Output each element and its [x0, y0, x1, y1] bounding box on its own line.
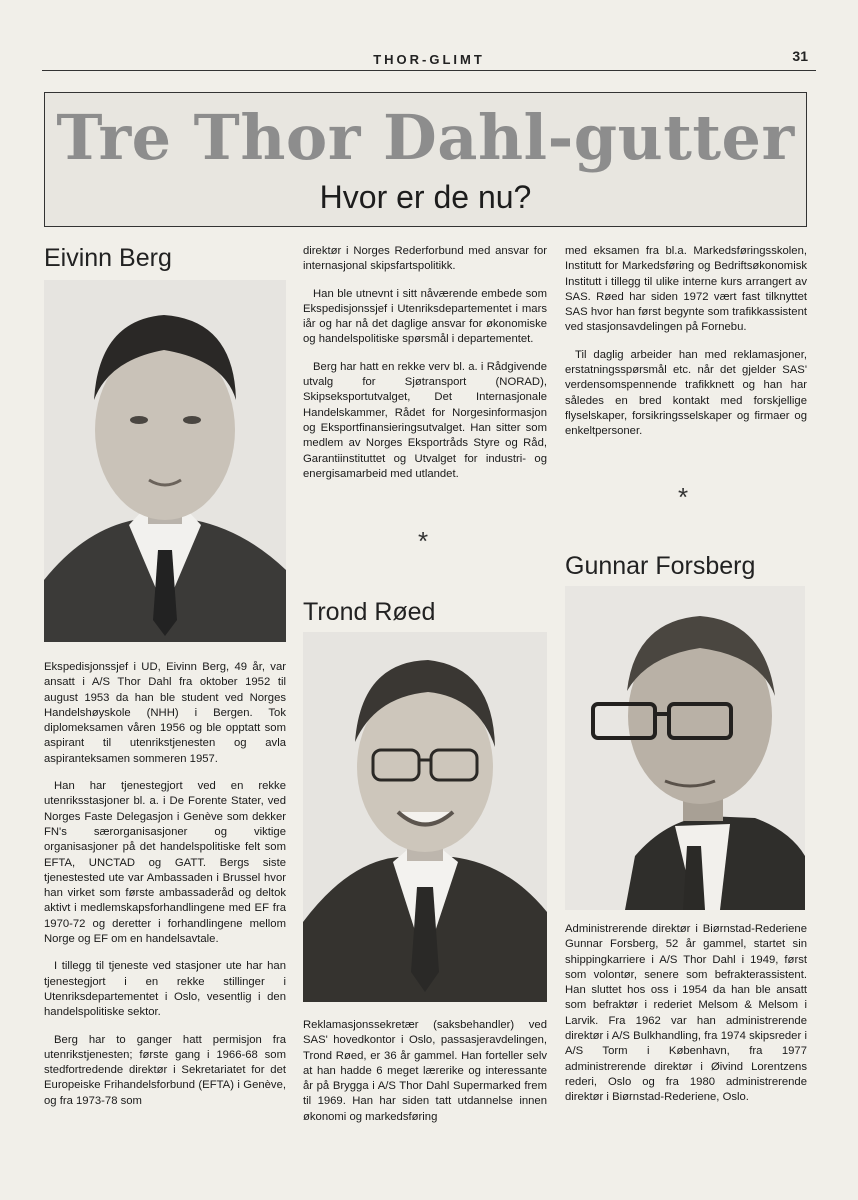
column-forsberg: [565, 922, 807, 1118]
paragraph-berg-5: direktør i Norges Rederforbund med ansvar for internasjonal skipsfartspolitikk.: [303, 245, 547, 273]
portrait-berg: [44, 280, 286, 642]
portrait-berg-image: [44, 280, 286, 642]
column-roed-continued: [565, 244, 807, 452]
paragraph-berg-1: Ekspedisjonssjef i UD, Eivinn Berg, 49 år, var ansatt i A/S Thor Dahl fra oktober 1952 til august 1953 da han ble student ved Norges Handelshøyskole (NHH) i Bergen. Tok diplomeksamen våren 1956 og ble opptatt som aspirant til utenrikstjenesten og avla aspiranteksamen sommeren 1957.: [44, 661, 286, 765]
paragraph-roed-1: Reklamasjonssekretær (saksbehandler) ved SAS' hovedkontor i Oslo, passasjeravdelingen, Trond Røed, er 36 år gammel. Han forteller selv at han hadde 6 meget lærerike og interessante år på Brygga i A/S Thor Dahl Supermarked frem til 1969. Han har siden tatt utdannelse innen økonomi og markedsføring: [303, 1019, 547, 1123]
paragraph-berg-7: Berg har hatt en rekke verv bl. a. i Rådgivende utvalg for Sjøtransport (NORAD), Skipseksportutvalget, Det Internasjonale Handelskammer, Rådet for Norgesinformasjon og Eksportfinansieringsutvalget. Han sitter som medlem av Norges Eksportråds Styre og Råd, Garantiinstituttet og Utvalget for industri- og energisamarbeid med utlandet.: [303, 360, 547, 480]
portrait-forsberg: [565, 586, 805, 910]
portrait-roed-image: [303, 632, 547, 1002]
portrait-forsberg-image: [565, 586, 805, 910]
column-berg-continued: [303, 244, 547, 494]
paragraph-roed-2: med eksamen fra bl.a. Markedsføringsskolen, Institutt for Markedsføring og Bedriftsøkonomisk Institutt i tillegg til ulike interne kurs arrangert av SAS. Røed har siden 1972 vært fast tilknyttet SAS hvor han først begynte som trafikkassistent ved stasjonsavdelingen på Fornebu.: [565, 245, 807, 334]
column-berg: [44, 660, 286, 1121]
name-heading-roed: Trond Røed: [303, 598, 436, 626]
name-heading-forsberg: Gunnar Forsberg: [565, 552, 756, 580]
name-heading-berg: Eivinn Berg: [44, 244, 172, 272]
paragraph-roed-3: Til daglig arbeider han med reklamasjoner, erstatningsspørsmål etc. når det gjelder SAS' verdensomspennende trafikknett og han har således en bred kontakt med forskjellige flyselskaper, forsikringsselskaper og firmaer og enkeltpersoner.: [565, 348, 807, 438]
section-separator-asterisk: *: [418, 526, 429, 556]
section-separator-asterisk-2: *: [678, 482, 689, 512]
paragraph-berg-4: Berg har to ganger hatt permisjon fra utenrikstjenesten; første gang i 1966-68 som stedfortredende direktør i Sekretariatet for det Europeiske Frihandelsforbund (EFTA) i Genève, og fra 1973-78 som: [44, 1033, 286, 1107]
portrait-roed: [303, 632, 547, 1002]
title-box: [44, 92, 807, 227]
column-roed: [303, 1018, 547, 1137]
paragraph-berg-6: Han ble utnevnt i sitt nåværende embede som Ekspedisjonssjef i Utenriksdepartementet i mars iår og har nå det daglige ansvar for økonomiske og handelspolitiske spørsmål i departementet.: [303, 287, 547, 346]
header-rule: [42, 70, 816, 71]
paragraph-forsberg-1: Administrerende direktør i Biørnstad-Rederiene Gunnar Forsberg, 52 år gammel, startet sin shippingkarriere i A/S Thor Dahl i 1949, først som volontør, senere som befrakterassistent. Han sluttet hos oss i 1954 da han ble ansatt som befraktør i rederiet Melsom & Melsom i Larvik. Fra 1962 var han administrerende direktør i A/S Bulkhandling, fra 1974 skipsreder i A/S Torm i København, fra 1977 administrerende direktør i Øivind Lorentzens rederi, Oslo og fra 1980 administrerende direktør i Biørnstad-Rederiene, Oslo.: [565, 923, 807, 1104]
article-subtitle: Hvor er de nu?: [319, 179, 532, 215]
page-number: 31: [792, 48, 808, 64]
running-title: THOR-GLIMT: [373, 52, 485, 67]
article-title: Tre Thor Dahl-gutter: [56, 101, 795, 174]
paragraph-berg-2: Han har tjenestegjort ved en rekke utenriksstasjoner bl. a. i De Forente Stater, ved Norges Faste Delegasjon i Genève som dekker FN's særorganisasjoner og viktige organisasjoner på det handelspolitiske felt som EFTA, UNCTAD og GATT. Bergs siste tjenestested ute var Ambassaden i Brussel hvor han virket som første ambassaderåd og deltok aktivt i medlemskapsforhandlingene med EF fra 1970-72 og deretter i forhandlingene mellom Norge og EF om en handelsavtale.: [44, 780, 286, 946]
paragraph-berg-3: I tillegg til tjeneste ved stasjoner ute har han tjenestegjort i en rekke stillinger i Utenriksdepartementet i Oslo, vesentlig i den handelspolitiske sektor.: [44, 960, 286, 1019]
